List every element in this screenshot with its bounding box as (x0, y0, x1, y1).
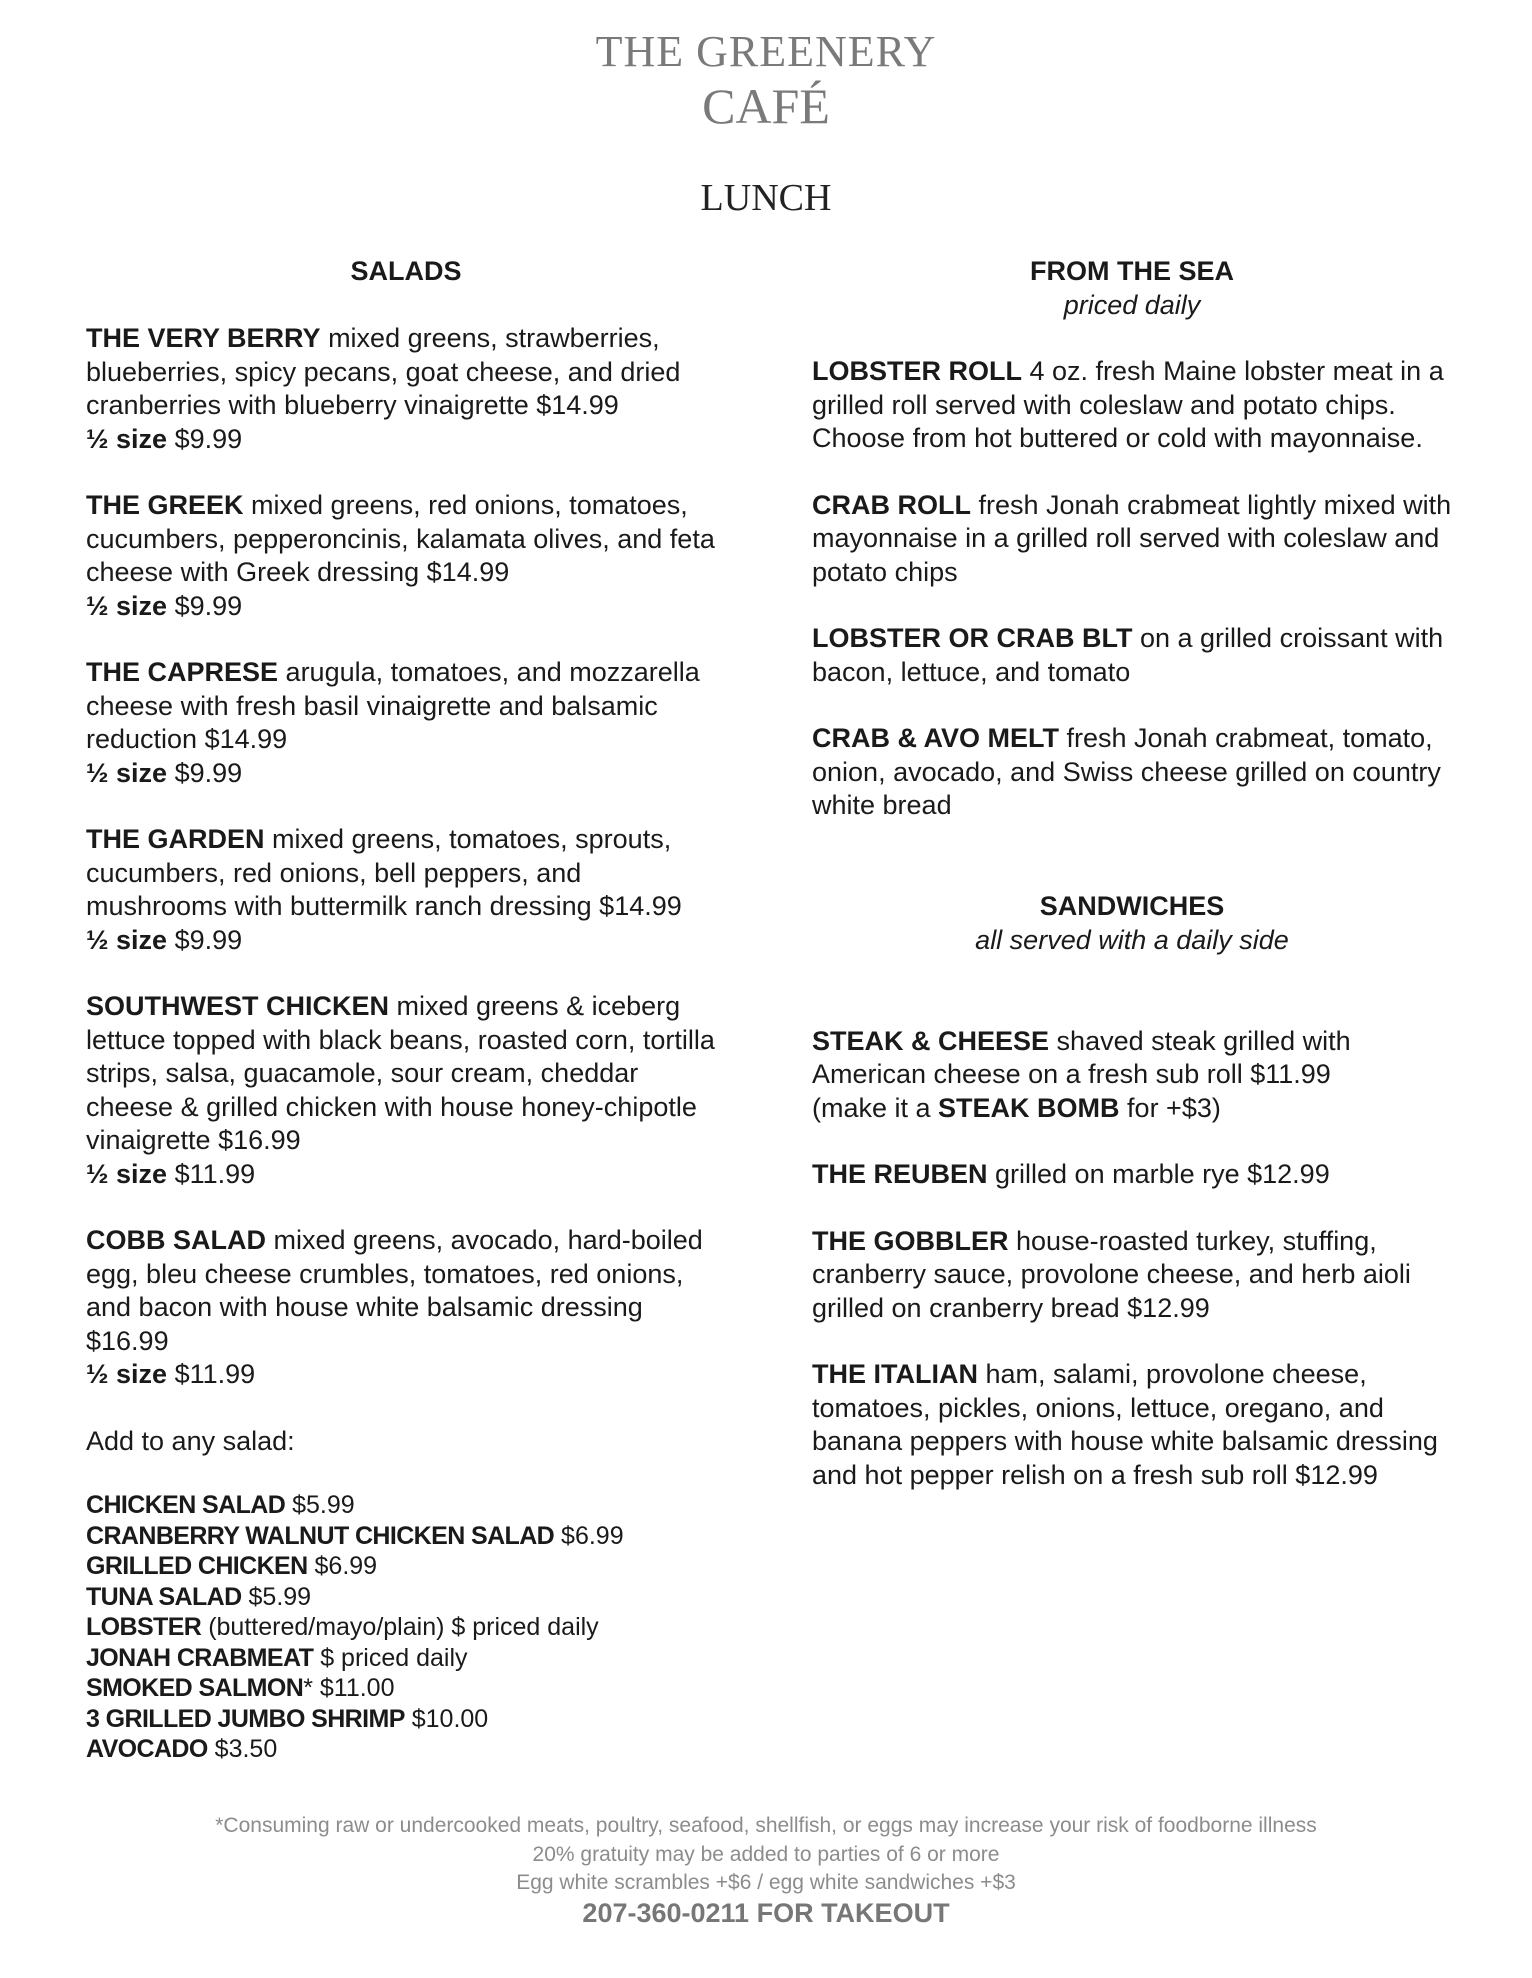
half-size-label: ½ size (86, 590, 168, 621)
sea-heading: FROM THE SEA (1029, 256, 1234, 286)
addon-name: AVOCADO (86, 1735, 208, 1763)
item-name: STEAK & CHEESE (812, 1025, 1050, 1056)
menu-item (812, 1225, 1452, 1326)
upgrade-name: STEAK BOMB (938, 1092, 1120, 1123)
addon-item (86, 1582, 726, 1613)
half-size-price: $9.99 (167, 590, 243, 621)
menu-header (0, 26, 1532, 134)
addon-price: $5.99 (241, 1582, 312, 1611)
item-name: LOBSTER OR CRAB BLT (812, 623, 1133, 653)
item-description: shaved steak grilled with American cheese on a fresh sub roll $11.99 (812, 1025, 1351, 1089)
item-name: CRAB & AVO MELT (812, 723, 1059, 753)
menu-item (812, 722, 1452, 823)
half-size-price: $9.99 (167, 924, 243, 955)
addon-name: GRILLED CHICKEN (86, 1552, 308, 1580)
addon-name: 3 GRILLED JUMBO SHRIMP (86, 1704, 405, 1733)
salads-heading: SALADS (350, 256, 462, 286)
menu-item (812, 1025, 1452, 1126)
addon-price: $ priced daily (313, 1643, 468, 1672)
menu-item (812, 622, 1452, 689)
salads-column (86, 254, 726, 1765)
item-description: mixed greens, tomatoes, sprouts, cucumbers, red onions, bell peppers, and mushrooms with buttermilk ranch dressing $14.99 (86, 824, 682, 921)
item-description: fresh Jonah crabmeat lightly mixed with mayonnaise in a grilled roll served with coleslaw and potato chips (812, 489, 1452, 587)
addon-price: $10.00 (404, 1704, 489, 1733)
item-description: mixed greens, strawberries, blueberries, spicy pecans, goat cheese, and dried cranberries with blueberry vinaigrette $14.99 (86, 323, 681, 420)
addon-price: $5.99 (285, 1491, 355, 1519)
item-description: mixed greens, red onions, tomatoes, cucumbers, pepperoncinis, kalamata olives, and feta cheese with Greek dressing $14.99 (86, 490, 715, 587)
item-description: grilled on marble rye $12.99 (987, 1159, 1330, 1189)
addon-item (86, 1521, 726, 1552)
addon-item (86, 1673, 726, 1704)
menu-item (812, 355, 1452, 456)
half-size-price: $9.99 (167, 757, 243, 788)
food-safety-note: *Consuming raw or undercooked meats, poultry, seafood, shellfish, or eggs may increase your risk of foodborne illness (215, 1814, 1317, 1837)
half-size-label: ½ size (86, 757, 168, 788)
menu-item (812, 1158, 1452, 1192)
menu-item (86, 656, 726, 790)
item-name: THE GREEK (86, 490, 244, 520)
addon-name: TUNA SALAD (86, 1582, 242, 1611)
item-description: on a grilled croissant with bacon, lettuce, and tomato (812, 623, 1444, 687)
item-description: ham, salami, provolone cheese, tomatoes, pickles, onions, lettuce, oregano, and banana peppers with house white balsamic dressing and hot pepper relish on a fresh sub roll $12.99 (812, 1359, 1438, 1490)
addon-list (86, 1490, 726, 1765)
item-description: arugula, tomatoes, and mozzarella cheese with fresh basil vinaigrette and balsamic reduction $14.99 (86, 657, 700, 754)
footer-notes (0, 1812, 1532, 1898)
brand-name: THE GREENERY (595, 27, 937, 76)
item-name: THE GARDEN (86, 824, 265, 854)
item-name: THE CAPRESE (86, 657, 279, 687)
addon-item (86, 1734, 726, 1765)
menu-item (86, 990, 726, 1191)
item-name: THE GOBBLER (812, 1225, 1009, 1256)
item-description: mixed greens & iceberg lettuce topped with black beans, roasted corn, tortilla strips, salsa, guacamole, sour cream, cheddar cheese & grilled chicken with house honey-chipotle vinaigrette $16.99 (86, 991, 715, 1155)
item-name: THE REUBEN (812, 1159, 988, 1189)
menu-item (86, 1224, 726, 1392)
item-name: COBB SALAD (86, 1225, 266, 1255)
half-size-label: ½ size (86, 924, 168, 955)
half-size-price: $9.99 (167, 423, 243, 454)
addon-item (86, 1612, 726, 1643)
brand-subname: CAFÉ (702, 78, 830, 134)
addon-item (86, 1490, 726, 1521)
menu-item (812, 1358, 1452, 1492)
addon-item (86, 1551, 726, 1582)
addon-price: $6.99 (554, 1521, 624, 1550)
menu-item (86, 322, 726, 456)
addon-name: CRANBERRY WALNUT CHICKEN SALAD (86, 1521, 555, 1550)
addon-name: CHICKEN SALAD (86, 1491, 286, 1519)
item-description: house-roasted turkey, stuffing, cranberry sauce, provolone cheese, and herb aioli grilled on cranberry bread $12.99 (812, 1225, 1411, 1323)
half-size-label: ½ size (86, 1359, 168, 1389)
item-description: mixed greens, avocado, hard-boiled egg, bleu cheese crumbles, tomatoes, red onions, and bacon with house white balsamic dressing $16.99 (86, 1225, 703, 1356)
sea-subheading: priced daily (1063, 290, 1201, 320)
half-size-label: ½ size (86, 1158, 168, 1189)
addon-name: LOBSTER (86, 1613, 202, 1641)
addon-price: $6.99 (307, 1552, 378, 1580)
half-size-price: $11.99 (167, 1359, 256, 1389)
addon-name: SMOKED SALMON (86, 1674, 304, 1702)
addon-price: $3.50 (207, 1735, 278, 1763)
item-name: CRAB ROLL (812, 489, 971, 520)
upgrade-prefix: (make it a (812, 1092, 939, 1123)
item-name: THE VERY BERRY (86, 323, 321, 353)
sandwiches-section (812, 889, 1452, 1493)
addon-item (86, 1704, 726, 1735)
item-description: fresh Jonah crabmeat, tomato, onion, avocado, and Swiss cheese grilled on country white bread (812, 723, 1441, 820)
addon-item (86, 1643, 726, 1674)
takeout-phone: 207-360-0211 FOR TAKEOUT (582, 1898, 950, 1928)
menu-title: LUNCH (700, 177, 832, 219)
menu-item (86, 823, 726, 957)
gratuity-note: 20% gratuity may be added to parties of 6 or more (532, 1842, 1000, 1866)
addon-name: JONAH CRABMEAT (86, 1643, 314, 1672)
sandwiches-subheading: all served with a daily side (975, 924, 1289, 955)
item-description: 4 oz. fresh Maine lobster meat in a grilled roll served with coleslaw and potato chips. Choose from hot buttered or cold with mayonnaise. (812, 356, 1444, 453)
menu-item (812, 489, 1452, 590)
item-name: SOUTHWEST CHICKEN (86, 991, 389, 1021)
sea-sandwich-column (812, 254, 1452, 1492)
upgrade-price: for +$3) (1119, 1092, 1221, 1123)
menu-item (86, 489, 726, 623)
item-name: LOBSTER ROLL (812, 356, 1022, 386)
addon-price: (buttered/mayo/plain) $ priced daily (201, 1613, 599, 1641)
addon-heading: Add to any salad: (86, 1425, 295, 1456)
sandwiches-heading: SANDWICHES (1039, 890, 1225, 921)
addon-price: * $11.00 (303, 1674, 395, 1702)
half-size-price: $11.99 (167, 1158, 256, 1189)
egg-white-note: Egg white scrambles +$6 / egg white sandwiches +$3 (516, 1871, 1016, 1894)
half-size-label: ½ size (86, 423, 168, 454)
item-name: THE ITALIAN (812, 1359, 978, 1389)
